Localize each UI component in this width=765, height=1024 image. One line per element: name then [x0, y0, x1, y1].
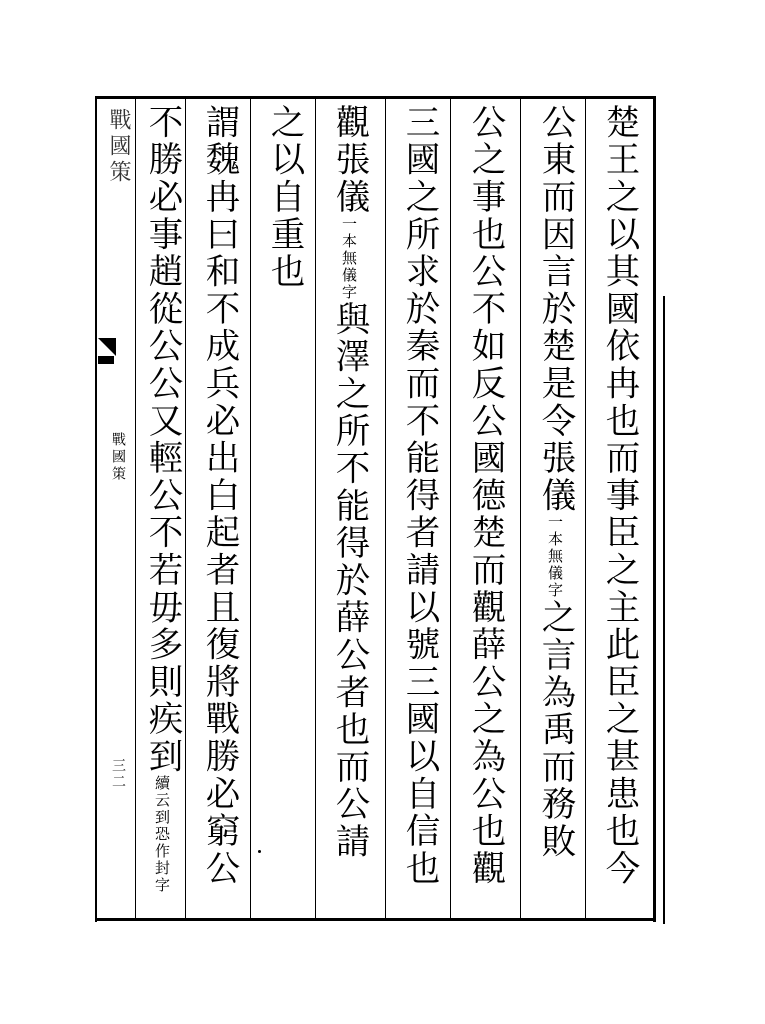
frame-top-rule: [95, 96, 655, 99]
annotation-note: 儀字: [546, 565, 564, 600]
column-rule: [520, 99, 521, 918]
column-text: 與澤之所不能得於薛公者也而公請: [329, 300, 369, 861]
column-rule: [385, 99, 386, 918]
column-text: 觀張儀: [329, 104, 369, 216]
annotation-note: 一本無: [546, 514, 564, 566]
frame-right-rule: [653, 96, 656, 922]
outer-edge-rule: [663, 296, 665, 924]
text-column-7: 謂魏冉曰和不成兵必出白起者且復將戰勝必窮公: [199, 104, 239, 888]
fish-tail-mark: [98, 338, 116, 356]
column-rule: [450, 99, 451, 918]
annotation-note: 儀字: [340, 266, 358, 301]
annotation-note: 續云到恐: [153, 775, 171, 844]
annotation-note: 一本無: [340, 215, 358, 267]
column-rule: [585, 99, 586, 918]
margin-header: 戰國策: [106, 108, 131, 186]
column-text: 之言為禹而務敗: [535, 599, 575, 861]
frame-bottom-rule: [95, 918, 656, 921]
text-column-1: 楚王之以其國依冉也而事臣之主此臣之甚患也今: [599, 104, 639, 888]
text-column-5: [327, 104, 371, 860]
column-rule: [185, 99, 186, 918]
annotation-note: 作封字: [153, 843, 171, 895]
fish-tail-mark-base: [98, 356, 114, 364]
text-column-8: [140, 104, 184, 894]
page-number: 三二: [110, 758, 126, 790]
text-column-2: [533, 104, 577, 860]
text-column-6: 之以自重也: [264, 104, 304, 291]
column-text: 公東而因言於楚是令張儀: [535, 104, 575, 515]
page-margin-strip: [97, 99, 135, 918]
column-rule: [250, 99, 251, 918]
column-rule: [135, 99, 136, 918]
text-column-4: 三國之所求於秦而不能得者請以號三國以自信也: [399, 104, 439, 888]
column-rule: [315, 99, 316, 918]
book-title: 戰國策: [110, 432, 126, 483]
column-text: 不勝必事趙從公公又輕公不若毋多則疾到: [142, 104, 182, 776]
text-column-3: 公之事也公不如反公國德楚而觀薛公之為公也觀: [465, 104, 505, 888]
ink-dot: [258, 850, 261, 853]
